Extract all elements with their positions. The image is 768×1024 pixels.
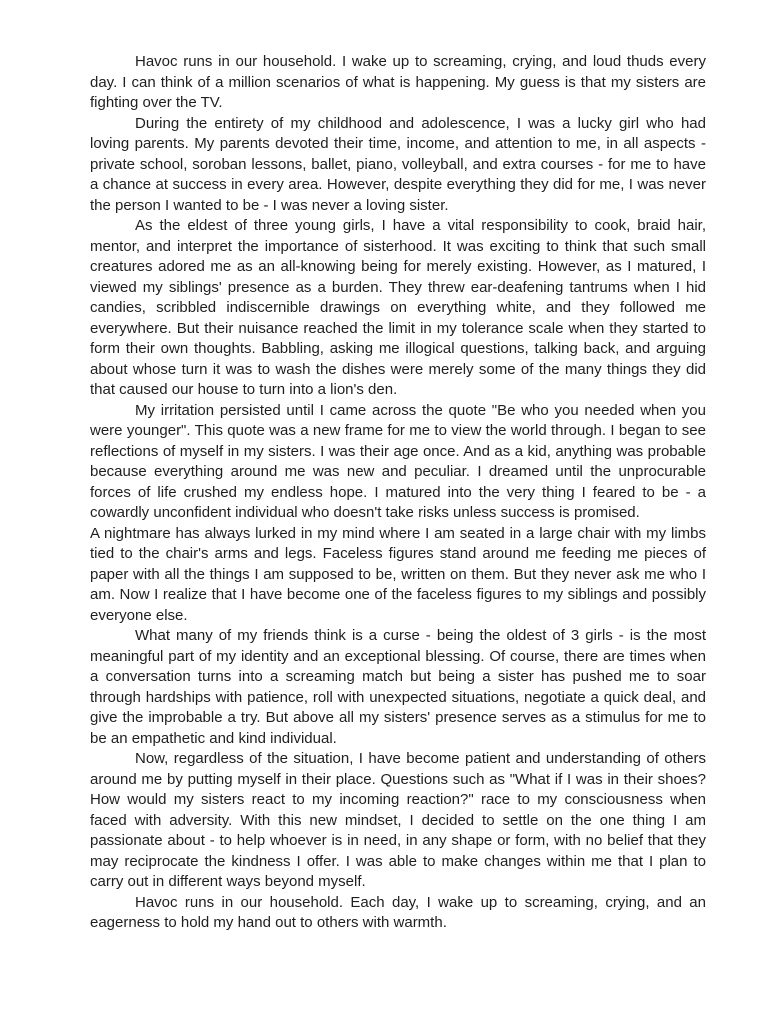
essay-paragraph-4: My irritation persisted until I came across the quote "Be who you needed when you were younger". This quote was a new frame for me to view the world through. I began to see reflections of myself in my sisters. I was their age once. And as a kid, anything was probable because everything around me was new and peculiar. I dreamed until the unprocurable forces of life crushed my endless hope. I matured into the very thing I feared to be - a cowardly unconfident individual who doesn't take risks unless success is promised. bbox=[90, 401, 706, 521]
essay-paragraph-8: Havoc runs in our household. Each day, I wake up to screaming, crying, and an eagerness to hold my hand out to others with warmth. bbox=[90, 893, 706, 931]
essay-paragraph-6: What many of my friends think is a curse - being the oldest of 3 girls - is the most meaningful part of my identity and an exceptional blessing. Of course, there are times when a conversation turns into a screaming match but being a sister has pushed me to soar through hardships with patience, roll with unexpected situations, negotiate a quick deal, and give the improbable a try. But above all my sisters' presence serves as a stimulus for me to be an empathetic and kind individual. bbox=[90, 627, 706, 747]
essay-paragraph-7: Now, regardless of the situation, I have become patient and understanding of others around me by putting myself in their place. Questions such as "What if I was in their shoes? How would my sisters react to my incoming reaction?" race to my consciousness when faced with adversity. With this new mindset, I decided to settle on the one thing I am passionate about - to help whoever is in need, in any shape or form, with no belief that they may reciprocate the kindness I offer. I was able to make changes within me that I plan to carry out in different ways beyond myself. bbox=[90, 750, 706, 890]
essay-paragraph-1: Havoc runs in our household. I wake up to screaming, crying, and loud thuds every day. I can think of a million scenarios of what is happening. My guess is that my sisters are fighting over the TV. bbox=[90, 53, 706, 111]
essay-paragraph-3: As the eldest of three young girls, I have a vital responsibility to cook, braid hair, mentor, and interpret the importance of sisterhood. It was exciting to think that such small creatures adored me as an all-knowing being for merely existing. However, as I matured, I viewed my siblings' presence as a burden. They threw ear-deafening tantrums when I hid candies, scribbled indiscernible drawings on everything white, and they followed me everywhere. But their nuisance reached the limit in my tolerance scale when they started to form their own thoughts. Babbling, asking me illogical questions, talking back, and arguing about whose turn it was to wash the dishes were merely some of the many things they did that caused our house to turn into a lion's den. bbox=[90, 217, 706, 398]
essay-body bbox=[90, 52, 706, 934]
essay-paragraph-5: A nightmare has always lurked in my mind where I am seated in a large chair with my limbs tied to the chair's arms and legs. Faceless figures stand around me feeding me pieces of paper with all the things I am supposed to be, written on them. But they never ask me who I am. Now I realize that I have become one of the faceless figures to my siblings and possibly everyone else. bbox=[90, 524, 706, 624]
essay-paragraph-2: During the entirety of my childhood and adolescence, I was a lucky girl who had loving parents. My parents devoted their time, income, and attention to me, in all aspects - private school, soroban lessons, ballet, piano, volleyball, and extra courses - for me to have a chance at success in every area. However, despite everything they did for me, I was never the person I wanted to be - I was never a loving sister. bbox=[90, 114, 706, 214]
